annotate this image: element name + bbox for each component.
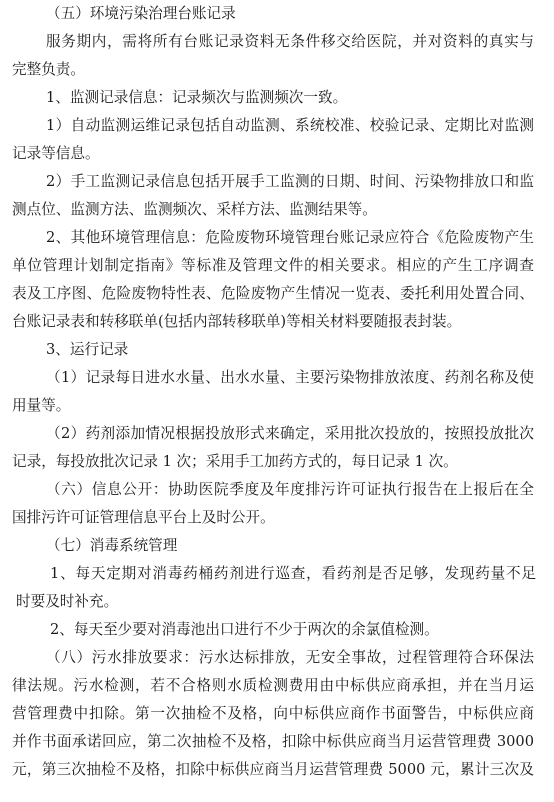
paragraph-line: 国排污许可证管理信息平台上及时公开。 bbox=[12, 509, 275, 526]
paragraph-line: （2）药剂添加情况根据投放形式来确定，采用批次投放的，按照投放批次 bbox=[46, 425, 534, 442]
paragraph-line: （1）记录每日进水水量、出水水量、主要污染物排放浓度、药剂名称及使 bbox=[46, 369, 534, 386]
paragraph-line: 台账记录表和转移联单(包括内部转移联单)等相关材料要随报表封装。 bbox=[12, 313, 462, 330]
paragraph-line: 营管理费中扣除。第一次抽检不及格，向中标供应商作书面警告，中标供应商 bbox=[12, 705, 534, 722]
paragraph-line: 记录等信息。 bbox=[12, 145, 100, 162]
paragraph-line: 时要及时补充。 bbox=[16, 593, 119, 610]
section-heading-eight: （八）污水排放要求：污水达标排放，无安全事故，过程管理符合环保法 bbox=[46, 649, 534, 666]
subheading-monitoring-records: 1、监测记录信息：记录频次与监测频次一致。 bbox=[46, 89, 348, 106]
section-heading-seven: （七）消毒系统管理 bbox=[46, 537, 178, 554]
paragraph-line: 2、每天至少要对消毒池出口进行不少于两次的余氯值检测。 bbox=[50, 621, 439, 638]
paragraph-line: 测点位、监测方法、监测频次、采样方法、监测结果等。 bbox=[12, 201, 377, 218]
paragraph-line: 记录，每投放批次记录 1 次；采用手工加药方式的，每日记录 1 次。 bbox=[12, 453, 458, 470]
paragraph-line: 1、每天定期对消毒药桶药剂进行巡查，看药剂是否足够，发现药量不足 bbox=[50, 565, 536, 582]
paragraph-line: 表及工序图、危险废物特性表、危险废物产生情况一览表、委托利用处置合同、 bbox=[12, 285, 534, 302]
paragraph-line: 并作书面承诺回应，第二次抽检不及格，扣除中标供应商当月运营管理费 3000 bbox=[12, 733, 534, 750]
paragraph-line: 元，第三次抽检不及格，扣除中标供应商当月运营管理费 5000 元，累计三次及 bbox=[12, 761, 534, 778]
paragraph-line: 律法规。污水检测，若不合格则水质检测费用由中标供应商承担，并在当月运 bbox=[12, 677, 534, 694]
subheading-operation-records: 3、运行记录 bbox=[46, 341, 129, 358]
section-heading-six: （六）信息公开：协助医院季度及年度排污许可证执行报告在上报后在全 bbox=[46, 481, 534, 498]
paragraph-line: 服务期内，需将所有台账记录资料无条件移交给医院，并对资料的真实与 bbox=[46, 33, 534, 50]
paragraph-line: 1）自动监测运维记录包括自动监测、系统校准、校验记录、定期比对监测 bbox=[46, 117, 534, 134]
section-heading-five: （五）环境污染治理台账记录 bbox=[46, 5, 236, 22]
paragraph-line: 单位管理计划制定指南》等标准及管理文件的相关要求。相应的产生工序调查 bbox=[12, 257, 534, 274]
paragraph-line: 完整负责。 bbox=[12, 61, 85, 78]
paragraph-line: 2）手工监测记录信息包括开展手工监测的日期、时间、污染物排放口和监 bbox=[46, 173, 534, 190]
paragraph-line: 用量等。 bbox=[12, 397, 71, 414]
subheading-other-management: 2、其他环境管理信息：危险废物环境管理台账记录应符合《危险废物产生 bbox=[46, 229, 534, 246]
